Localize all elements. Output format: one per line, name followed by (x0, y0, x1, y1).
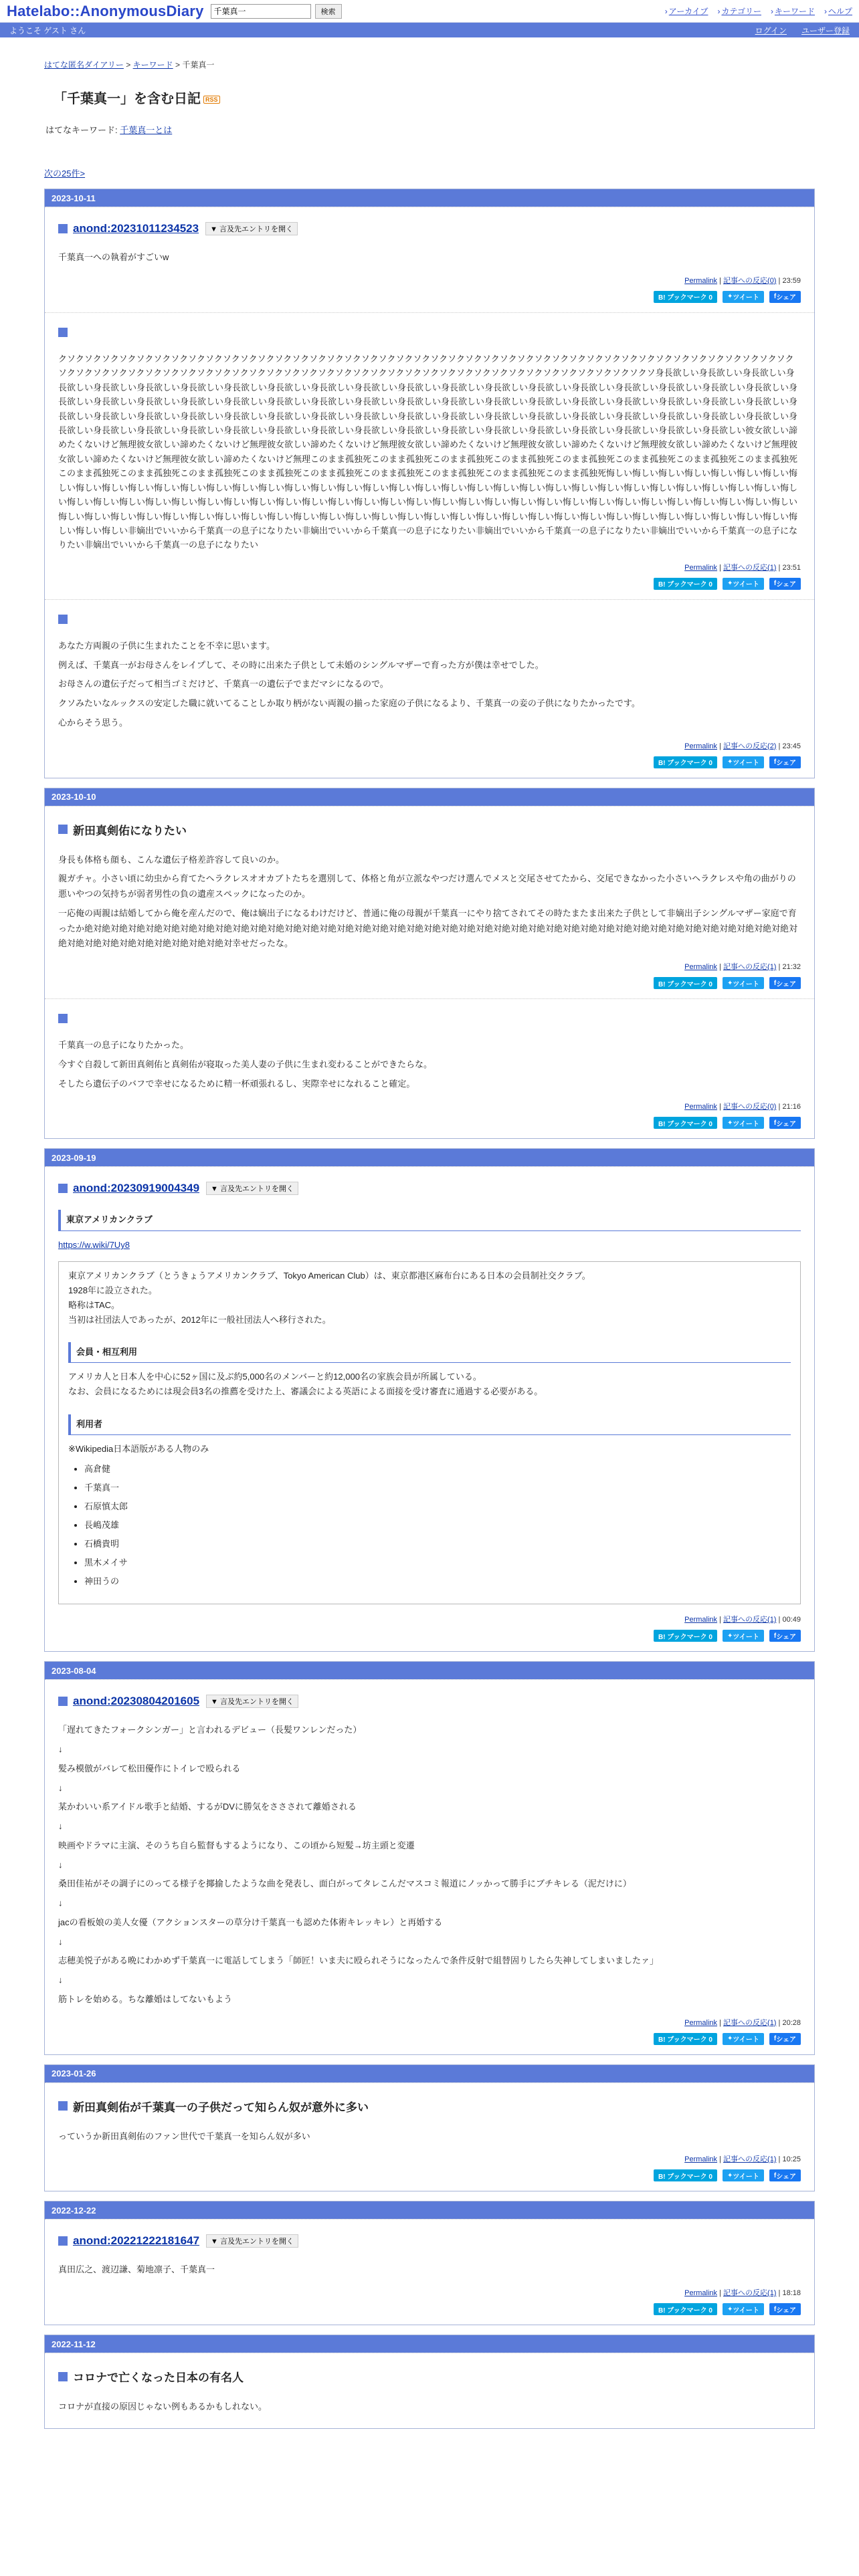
facebook-icon: f (773, 2171, 777, 2179)
entry-time: 23:59 (782, 276, 801, 285)
entry-body (58, 2262, 801, 2278)
share-buttons (58, 578, 801, 590)
nav-help[interactable]: ヘルプ (828, 7, 852, 16)
twitter-icon: ✦ (727, 1632, 733, 1640)
entry-title-text: コロナで亡くなった日本の有名人 (73, 2371, 244, 2385)
twitter-icon: ✦ (727, 293, 733, 301)
share-buttons (58, 2169, 801, 2181)
entry-paragraph: お母さんの遺伝子だって相当ゴミだけど、千葉真一の遺伝子でまだマシになるので。 (58, 679, 389, 689)
share-button[interactable] (769, 1117, 801, 1129)
entry-paragraph: あなた方両親の子供に生まれたことを不幸に思います。 (58, 640, 275, 651)
day-section (44, 189, 815, 778)
list-item: • 千葉真一 (84, 1481, 791, 1495)
bookmark-button[interactable]: B! ブックマーク 0 (654, 756, 717, 768)
separator: | (717, 276, 724, 285)
permalink-link[interactable]: Permalink (684, 563, 718, 572)
facebook-icon: f (773, 2035, 777, 2043)
separator: | (776, 2018, 783, 2027)
tweet-label: ツイート (733, 2306, 759, 2315)
separator: | (776, 742, 783, 750)
entry-body (58, 639, 801, 731)
next-page-link[interactable]: 次の25件> (44, 169, 86, 179)
separator: | (776, 2155, 783, 2164)
entry-time: 23:45 (782, 742, 801, 750)
permalink-link[interactable]: Permalink (684, 1103, 718, 1111)
bookmark-button[interactable]: B! ブックマーク 0 (654, 2303, 717, 2315)
day-section (44, 2335, 815, 2429)
share-buttons (58, 2033, 801, 2045)
facebook-icon: f (773, 1119, 777, 1127)
expand-mentions-button[interactable]: ▼ 言及先エントリを開く (206, 1182, 298, 1195)
entry-paragraph: ↓ (58, 1936, 63, 1947)
entry-title-link[interactable]: anond:20231011234523 (73, 222, 199, 235)
diary-entry (45, 312, 814, 599)
entry-paragraph: jacの看板娘の美人女優（アクションスターの草分け千葉真一も認めた体術キレッキレ）と再婚する (58, 1917, 443, 1927)
entry-title-link[interactable]: anond:20230804201605 (73, 1695, 200, 1708)
share-button[interactable] (769, 291, 801, 303)
share-buttons (58, 2303, 801, 2315)
tweet-label: ツイート (733, 2173, 759, 2181)
page-title (54, 88, 815, 107)
arrow-icon: › (770, 7, 773, 16)
arrow-icon: › (717, 7, 721, 16)
entry-footer (58, 2153, 801, 2164)
nav-keyword[interactable]: キーワード (774, 7, 815, 16)
breadcrumb-current: 千葉真一 (182, 60, 215, 70)
separator: | (717, 742, 724, 750)
separator: | (717, 1616, 724, 1624)
quote-heading: 利用者 (68, 1414, 791, 1435)
facebook-icon: f (773, 979, 777, 987)
permalink-link[interactable]: Permalink (684, 1616, 718, 1624)
diary-entry (45, 1679, 814, 2054)
entry-body (58, 2399, 801, 2415)
tweet-label: ツイート (733, 581, 759, 589)
entry-paragraph: 某かわいい系アイドル歌手と結婚、するがDVに勝気をささされて離婚される (58, 1802, 357, 1812)
separator: | (717, 2018, 724, 2027)
entry-time: 10:25 (782, 2155, 801, 2164)
diary-entry (45, 1166, 814, 1651)
day-date: 2023-01-26 (45, 2065, 814, 2082)
reactions-link[interactable]: 記事への反応(2) (723, 742, 777, 750)
day-section (44, 2064, 815, 2192)
day-date: 2022-12-22 (45, 2202, 814, 2219)
list-item: • 長嶋茂雄 (84, 1518, 791, 1533)
quote-note: ※Wikipedia日本語版がある人物のみ (68, 1443, 209, 1454)
entry-body (58, 1723, 801, 2007)
entry-paragraph: 千葉真一への執着がすごいw (58, 252, 169, 262)
entry-title (58, 615, 801, 624)
bookmark-button[interactable]: B! ブックマーク 0 (654, 977, 717, 989)
nav-category[interactable]: カテゴリー (721, 7, 761, 16)
entry-title (58, 222, 801, 235)
entry-footer (58, 1614, 801, 1624)
reactions-link[interactable]: 記事への反応(0) (723, 1103, 777, 1111)
keyword-line (45, 123, 815, 136)
quote-paragraph: 略称はTAC。 (68, 1300, 120, 1311)
separator: | (776, 1103, 783, 1111)
keyword-prefix: はてなキーワード: (45, 125, 120, 135)
top-nav (665, 5, 852, 17)
quote-paragraph: なお、会員になるためには現会員3名の推薦を受けた上、審議会による英語による面接を受け審査に通過する必要がある。 (68, 1386, 543, 1397)
entry-paragraph: 桑田佳祐がその調子にのってる様子を揶揄したような曲を発表し、面白がってタレこんだマスコミ報道にノッかって勝手にブチキレる（泥だけに） (58, 1879, 632, 1889)
bookmark-button[interactable]: B! ブックマーク 0 (654, 291, 717, 303)
share-label: シェア (776, 980, 796, 988)
list-item: • 神田うの (84, 1574, 791, 1589)
diary-entry (45, 2082, 814, 2191)
entry-body (58, 250, 801, 265)
quote-paragraph: 1928年に設立された。 (68, 1285, 157, 1295)
reactions-link[interactable]: 記事への反応(1) (723, 563, 777, 572)
entry-paragraph: 真田広之、渡辺謙、菊地凛子、千葉真一 (58, 2264, 215, 2275)
arrow-icon: › (824, 7, 827, 16)
separator: | (776, 563, 783, 572)
quote-block (58, 1261, 801, 1605)
entry-paragraph: 「遅れてきたフォークシンガー」と言われるデビュー（長髪ワンレンだった） (58, 1725, 362, 1735)
share-label: シェア (776, 581, 796, 589)
entry-title (58, 2368, 801, 2385)
diary-entry (45, 599, 814, 778)
share-button[interactable] (769, 2169, 801, 2181)
entry-paragraph: 髪み模倣がバレて松田優作にトイレで殴られる (58, 1763, 241, 1774)
entry-time: 21:16 (782, 1103, 801, 1111)
entry-time: 00:49 (782, 1616, 801, 1624)
entry-title (58, 2098, 801, 2115)
quote-paragraph: アメリカ人と日本人を中心に52ヶ国に及ぶ約5,000名のメンバーと約12,000名の家族会員が所属している。 (68, 1372, 482, 1382)
reactions-link[interactable]: 記事への反応(1) (723, 2018, 777, 2027)
share-buttons (58, 1630, 801, 1642)
tweet-button[interactable] (723, 756, 764, 768)
share-button[interactable] (769, 977, 801, 989)
entry-footer (58, 740, 801, 751)
arrow-icon: › (664, 7, 668, 16)
people-list (68, 1462, 791, 1590)
separator: | (717, 563, 724, 572)
reactions-link[interactable]: 記事への反応(0) (723, 276, 777, 285)
day-list (44, 189, 815, 2429)
keyword-link[interactable]: 千葉真一とは (120, 125, 173, 135)
diary-entry (45, 998, 814, 1138)
entry-paragraph: ↓ (58, 1859, 63, 1870)
twitter-icon: ✦ (727, 979, 733, 987)
entry-title (58, 2234, 801, 2248)
share-button[interactable] (769, 1630, 801, 1642)
entry-square-icon (58, 224, 68, 233)
tweet-button[interactable] (723, 977, 764, 989)
twitter-icon: ✦ (727, 758, 733, 766)
tweet-button[interactable] (723, 1117, 764, 1129)
main-content (0, 59, 859, 2429)
share-label: シェア (776, 1120, 796, 1128)
entry-body (58, 853, 801, 952)
separator: | (717, 2155, 724, 2164)
share-buttons (58, 1117, 801, 1129)
share-label: シェア (776, 1633, 796, 1641)
rss-icon[interactable]: RSS (203, 96, 220, 104)
separator: | (776, 963, 783, 972)
day-section (44, 2201, 815, 2325)
entry-square-icon (58, 2101, 68, 2111)
entry-square-icon (58, 1014, 68, 1023)
bookmark-button[interactable]: B! ブックマーク 0 (654, 1630, 717, 1642)
welcome-text: ようこそ ゲスト さん (9, 25, 86, 35)
twitter-icon: ✦ (727, 2171, 733, 2179)
tweet-button[interactable] (723, 2169, 764, 2181)
share-label: シェア (776, 2036, 796, 2044)
entry-paragraph: ↓ (58, 1975, 63, 1985)
share-buttons (58, 977, 801, 989)
share-label: シェア (776, 294, 796, 302)
entry-title-link[interactable]: anond:20230919004349 (73, 1182, 200, 1195)
entry-paragraph: クソみたいなルックスの安定した職に就いてることしか取り柄がない両親の揃った家庭の子供になるより、千葉真一の妾の子供になりたかったです。 (58, 698, 640, 709)
search-button[interactable]: 検索 (315, 4, 342, 19)
breadcrumb-sep: > (123, 60, 133, 70)
day-date: 2023-10-10 (45, 788, 814, 806)
bookmark-button[interactable]: B! ブックマーク 0 (654, 578, 717, 590)
day-date: 2022-11-12 (45, 2335, 814, 2353)
breadcrumb-keyword[interactable]: キーワード (132, 60, 173, 70)
entry-paragraph: ↓ (58, 1821, 63, 1832)
entry-title (58, 1014, 801, 1023)
tweet-label: ツイート (733, 980, 759, 988)
tweet-label: ツイート (733, 294, 759, 302)
diary-entry (45, 2353, 814, 2428)
share-buttons (58, 756, 801, 768)
entry-paragraph: ↓ (58, 1898, 63, 1909)
permalink-link[interactable]: Permalink (684, 276, 718, 285)
entry-body (58, 2129, 801, 2145)
tweet-button[interactable] (723, 1630, 764, 1642)
entry-title-text: 新田真剣佑になりたい (73, 824, 187, 837)
tweet-label: ツイート (733, 2036, 759, 2044)
entry-paragraph: 千葉真一の息子になりたかった。 (58, 1040, 189, 1051)
permalink-link[interactable]: Permalink (684, 2155, 718, 2164)
facebook-icon: f (773, 2305, 777, 2313)
bookmark-button[interactable]: B! ブックマーク 0 (654, 1117, 717, 1129)
entry-body (58, 1038, 801, 1091)
day-date: 2023-09-19 (45, 1149, 814, 1166)
entry-square-icon (58, 2236, 68, 2246)
entry-paragraph: ↓ (58, 1782, 63, 1793)
entry-square-icon (58, 825, 68, 834)
entry-paragraph: 今すぐ自殺して新田真剣佑と真剣佑が寝取った美人妻の子供に生まれ変わることができたらな。 (58, 1059, 433, 1069)
entry-paragraph: っていうか新田真剣佑のファン世代で千葉真一を知らん奴が多い (58, 2131, 310, 2141)
entry-paragraph: 身長も体格も顔も、こんな遺伝子格差許容して良いのか。 (58, 854, 285, 865)
entry-title-text: 新田真剣佑が千葉真一の子供だって知らん奴が意外に多い (73, 2101, 369, 2114)
entry-square-icon (58, 328, 68, 337)
tweet-label: ツイート (733, 760, 759, 768)
list-item: • 黒木メイサ (84, 1555, 791, 1570)
entry-time: 21:32 (782, 963, 801, 972)
entry-footer (58, 1101, 801, 1111)
twitter-icon: ✦ (727, 580, 733, 588)
search-input[interactable] (211, 4, 311, 19)
entry-time: 18:18 (782, 2289, 801, 2298)
entry-paragraph: ↓ (58, 1744, 63, 1755)
breadcrumb (44, 59, 815, 70)
quote-paragraph: 東京アメリカンクラブ（とうきょうアメリカンクラブ、Tokyo American Club）は、東京都港区麻布台にある日本の会員制社交クラブ。 (68, 1270, 591, 1281)
entry-paragraph: コロナが直接の原因じゃない例もあるかもしれない。 (58, 2401, 268, 2412)
day-section (44, 1661, 815, 2054)
breadcrumb-home[interactable]: はてな匿名ダイアリー (44, 60, 124, 70)
share-label: シェア (776, 2306, 796, 2315)
share-button[interactable] (769, 756, 801, 768)
quote-paragraph: 当初は社団法人であったが、2012年に一般社団法人へ移行された。 (68, 1315, 331, 1325)
tweet-label: ツイート (733, 1120, 759, 1128)
entry-time: 20:28 (782, 2018, 801, 2027)
entry-paragraph: 親ガチャ。小さい頃に幼虫から育てたヘラクレスオオカブトたちを選別して、体格と角が立派なやつだけ選んでメスと交尾させてたから、交尾できなかった小さいヘラクレスや角の曲がりの悪いやつの気持ちが弱者男性の負の遺産スペックになったのか。 (58, 873, 796, 899)
reactions-link[interactable]: 記事への反応(1) (723, 2289, 777, 2298)
diary-entry (45, 806, 814, 999)
site-logo[interactable]: Hatelabo::AnonymousDiary (7, 2, 204, 19)
permalink-link[interactable]: Permalink (684, 2018, 718, 2027)
day-date: 2023-08-04 (45, 1662, 814, 1679)
top-bar (0, 0, 859, 23)
entry-paragraph: 映画やドラマに主演、そのうち自ら監督もするようになり、この頃から短髪→坊主頭と変遷 (58, 1840, 415, 1850)
wiki-link[interactable]: https://w.wiki/7Uy8 (58, 1240, 130, 1251)
entry-title-link[interactable]: anond:20221222181647 (73, 2234, 200, 2248)
diary-entry (45, 207, 814, 312)
tweet-button[interactable] (723, 2033, 764, 2045)
entry-square-icon (58, 615, 68, 624)
login-link[interactable]: ログイン (755, 25, 787, 35)
share-label: シェア (776, 2173, 796, 2181)
share-button[interactable] (769, 2033, 801, 2045)
reactions-link[interactable]: 記事への反応(1) (723, 1616, 777, 1624)
entry-square-icon (58, 1184, 68, 1193)
reactions-link[interactable]: 記事への反応(1) (723, 2155, 777, 2164)
day-section (44, 788, 815, 1140)
entry-time: 23:51 (782, 563, 801, 572)
nav-archive[interactable]: アーカイブ (668, 7, 708, 16)
separator: | (717, 2289, 724, 2298)
separator: | (776, 276, 783, 285)
entry-footer (58, 2287, 801, 2298)
twitter-icon: ✦ (727, 2305, 733, 2313)
register-link[interactable]: ユーザー登録 (801, 25, 850, 35)
separator: | (776, 2289, 783, 2298)
expand-mentions-button[interactable]: ▼ 言及先エントリを開く (206, 2234, 298, 2248)
entry-paragraph: 一応俺の両親は結婚してから俺を産んだので、俺は嫡出子になるわけだけど、普通に俺の母親が千葉真一にやり捨てされてその時たまたま出来た子供として非嫡出子シングルマザー家庭で育ったか絶対絶対絶対絶対絶対絶対絶対絶対絶対絶対絶対絶対絶対絶対絶対絶対絶対絶対絶対絶対絶対絶対絶対絶対絶対絶対絶対絶対絶対絶対絶対絶対絶対絶対絶対絶対絶対絶対絶対絶対絶対絶対絶対絶対絶対絶対絶対絶対絶対絶対絶対幸せだったな。 (58, 907, 798, 949)
entry-paragraph: 例えば、千葉真一がお母さんをレイプして、その時に出来た子供として未婚のシングルマザーで育った方が僕は幸せでした。 (58, 659, 544, 670)
entry-title (58, 1182, 801, 1195)
entry-footer (58, 275, 801, 286)
facebook-icon: f (773, 758, 777, 766)
entry-paragraph: 志穂美悦子がある晩にわかめず千葉真一に電話してしまう「師匠！いま夫に殴られそうになったんで条件反射で組替固りしたら失神してしまいましたァ」 (58, 1955, 659, 1966)
separator: | (776, 1616, 783, 1624)
share-buttons (58, 291, 801, 303)
twitter-icon: ✦ (727, 2035, 733, 2043)
entry-footer (58, 2017, 801, 2028)
user-bar (0, 23, 859, 37)
share-button[interactable] (769, 2303, 801, 2315)
quote-heading: 会員・相互利用 (68, 1342, 791, 1363)
facebook-icon: f (773, 580, 777, 588)
list-item: • 石原慎太郎 (84, 1499, 791, 1514)
entry-paragraph: 心からそう思う。 (58, 717, 128, 728)
list-item: • 高倉健 (84, 1462, 791, 1477)
section-heading: 東京アメリカンクラブ (58, 1210, 801, 1231)
entry-square-icon (58, 2372, 68, 2381)
bookmark-button[interactable]: B! ブックマーク 0 (654, 2169, 717, 2181)
entry-footer (58, 961, 801, 972)
bookmark-button[interactable]: B! ブックマーク 0 (654, 2033, 717, 2045)
day-section (44, 1148, 815, 1652)
breadcrumb-sep: > (173, 60, 183, 70)
twitter-icon: ✦ (727, 1119, 733, 1127)
entry-footer (58, 562, 801, 572)
entry-title (58, 1695, 801, 1708)
share-button[interactable] (769, 578, 801, 590)
separator: | (717, 963, 724, 972)
permalink-link[interactable]: Permalink (684, 2289, 718, 2298)
separator: | (717, 1103, 724, 1111)
list-item: • 石橋貴明 (84, 1537, 791, 1551)
entry-title (58, 328, 801, 337)
diary-entry (45, 2219, 814, 2325)
entry-paragraph: そしたら遺伝子のバフで幸せになるために精一杯頑張れるし、実際幸せになれること確定。 (58, 1078, 415, 1089)
entry-square-icon (58, 1697, 68, 1706)
entry-title (58, 821, 801, 838)
tweet-button[interactable] (723, 291, 764, 303)
expand-mentions-button[interactable]: ▼ 言及先エントリを開く (206, 1695, 298, 1708)
permalink-link[interactable]: Permalink (684, 963, 718, 972)
expand-mentions-button[interactable]: ▼ 言及先エントリを開く (205, 222, 298, 235)
entry-body (58, 1210, 801, 1604)
page-title-text: 「千葉真一」を含む日記 (54, 92, 201, 106)
tweet-button[interactable] (723, 578, 764, 590)
tweet-button[interactable] (723, 2303, 764, 2315)
facebook-icon: f (773, 1632, 777, 1640)
share-label: シェア (776, 760, 796, 768)
entry-body: クソクソクソクソクソクソクソクソクソクソクソクソクソクソクソクソクソクソクソクソクソクソクソクソクソクソクソクソクソクソクソクソクソクソクソクソクソクソクソクソクソクソクソクソクソクソクソクソクソクソクソクソクソクソクソクソクソクソクソクソクソクソクソクソクソクソクソクソクソクソクソクソクソクソクソクソクソ身長欲しい身長欲しい身長欲しい身長欲しい身長欲しい身長欲しい身長欲しい身長欲しい身長欲しい身長欲しい身長欲しい身長欲しい身長欲しい身長欲しい身長欲しい身長欲しい身長欲しい身長欲しい身長欲しい身長欲しい身長欲しい身長欲しい身長欲しい身長欲しい身長欲しい身長欲しい身長欲しい身長欲しい身長欲しい身長欲しい身長欲しい身長欲しい身長欲しい身長欲しい身長欲しい身長欲しい身長欲しい身長欲しい身長欲しい身長欲しい身長欲しい身長欲しい身長欲しい身長欲しい身長欲しい身長欲しい身長欲しい身長欲しい身長欲しい身長欲しい身長欲しい身長欲しい身長欲しい身長欲しい身長欲しい身長欲しい身長欲しい身長欲しい身長欲しい身長欲しい身長欲しい身長欲しい身長欲しい身長欲しい身長欲しい身長欲しい身長欲しい身長欲しい身長欲しい身長欲しい彼女欲しい諦めたくないけど無理彼女欲しい諦めたくないけど無理彼女欲しい諦めたくないけど無理彼女欲しい諦めたくないけど無理彼女欲しい諦めたくないけど無理彼女欲しい諦めたくないけど無理彼女欲しい諦めたくないけど無理彼女欲しい諦めたくないけど無理このまま孤独死このまま孤独死このまま孤独死このまま孤独死このまま孤独死このまま孤独死このまま孤独死このまま孤独死このまま孤独死このまま孤独死このまま孤独死このまま孤独死このまま孤独死このまま孤独死このまま孤独死このまま孤独死このまま孤独死悔しい悔しい悔しい悔しい悔しい悔しい悔しい悔しい悔しい悔しい悔しい悔しい悔しい悔しい悔しい悔しい悔しい悔しい悔しい悔しい悔しい悔しい悔しい悔しい悔しい悔しい悔しい悔しい悔しい悔しい悔しい悔しい悔しい悔しい悔しい悔しい悔しい悔しい悔しい悔しい悔しい悔しい悔しい悔しい悔しい悔しい悔しい悔しい悔しい悔しい悔しい悔しい悔しい悔しい悔しい悔しい悔しい悔しい悔しい悔しい悔しい悔しい悔しい悔しい悔しい悔しい悔しい悔しい悔しい悔しい悔しい悔しい悔しい悔しい悔しい悔しい悔しい悔しい悔しい悔しい悔しい悔しい悔しい悔しい悔しい悔しい悔しい悔しい悔しい悔しい悔しい悔しい悔しい悔しい悔しい非嫡出でいいから千葉真一の息子になりたい非嫡出でいいから千葉真一の息子になりたい非嫡出でいいから千葉真一の息子になりたい非嫡出でいいから千葉真一の息子になりたい非嫡出でいいから千葉真一の息子になりたい (58, 353, 798, 550)
day-date: 2023-10-11 (45, 189, 814, 207)
entry-paragraph: 筋トレを始める。ちな離婚はしてないもよう (58, 1994, 233, 2004)
permalink-link[interactable]: Permalink (684, 742, 718, 750)
tweet-label: ツイート (733, 1633, 759, 1641)
facebook-icon: f (773, 293, 777, 301)
reactions-link[interactable]: 記事への反応(1) (723, 963, 777, 972)
